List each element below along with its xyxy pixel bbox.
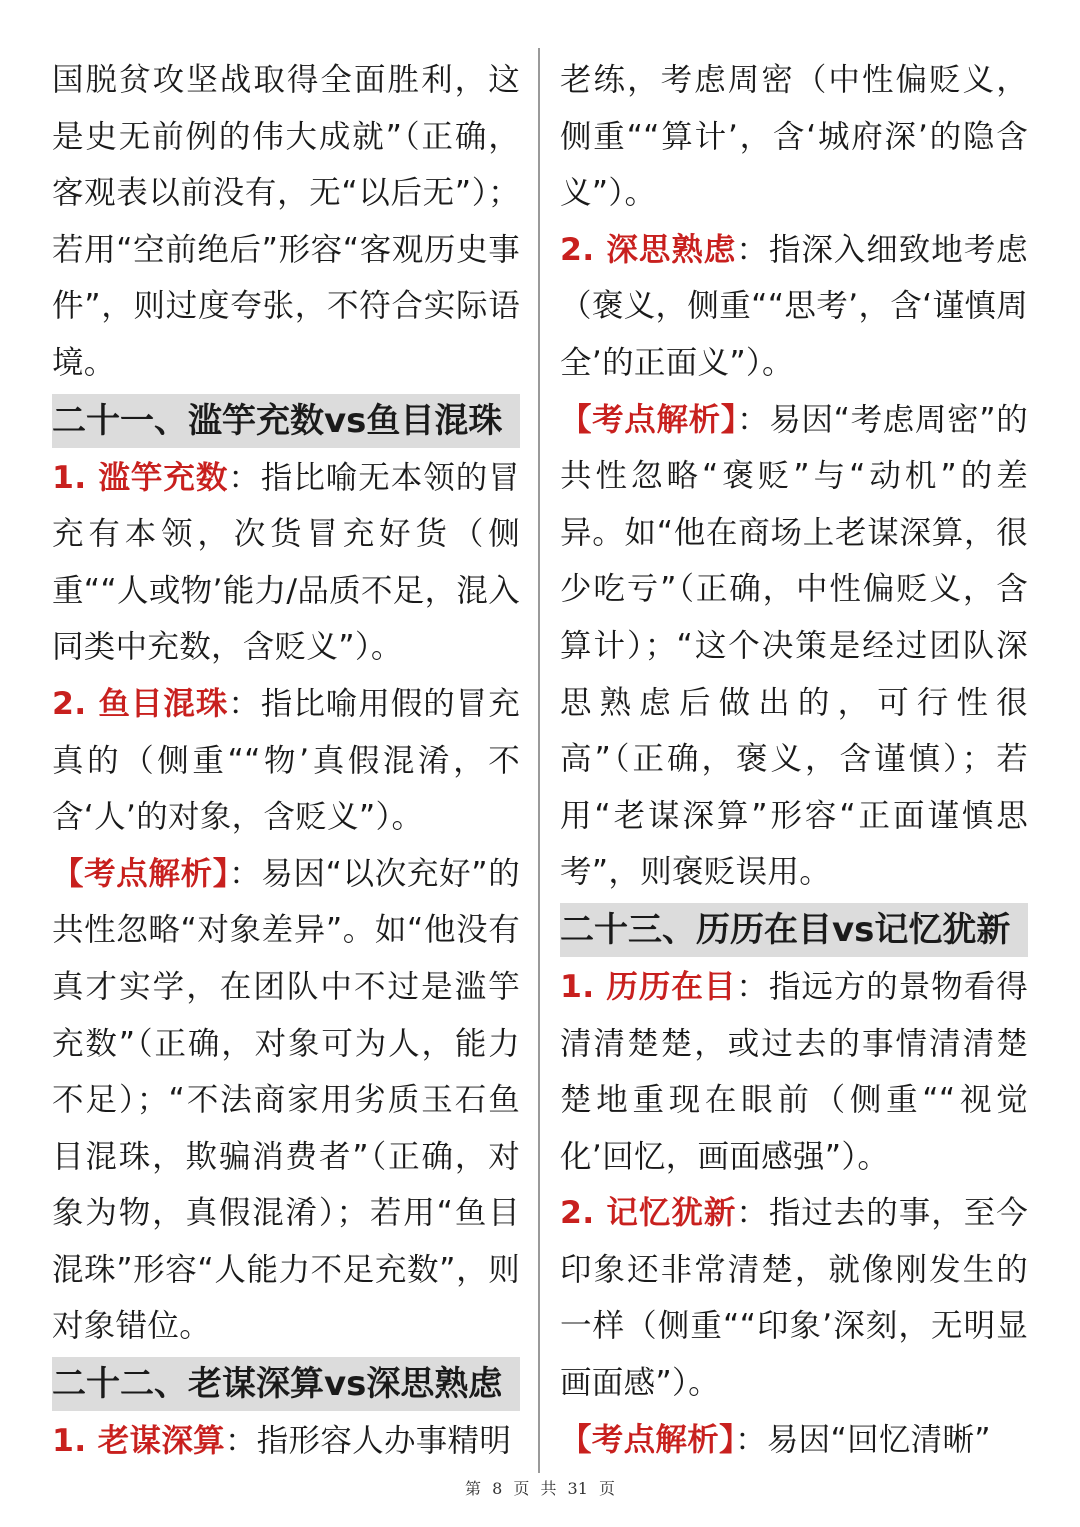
intro-paragraph: 国脱贫攻坚战取得全面胜利，这是史无前例的伟大成就”（正确，客观表以前没有，无“以后无”）；若用“空前绝后”形容“客观历史事件”，则过度夸张，不符合实际语境。 xyxy=(52,62,520,381)
analysis-label: 【考点解析】 xyxy=(560,401,738,438)
section-23-heading: 二十三、历历在目vs记忆犹新 xyxy=(560,903,1028,957)
section-23-item-2 xyxy=(560,1185,1028,1411)
term-yumuhunzhu: 2. 鱼目混珠 xyxy=(52,685,229,722)
page-number-footer: 第 8 页 共 31 页 xyxy=(465,1479,615,1498)
section-21-analysis xyxy=(52,846,520,1355)
analysis-label: 【考点解析】 xyxy=(560,1421,736,1458)
analysis-text: ：易因“考虑周密”的共性忽略“褒贬”与“动机”的差异。如“他在商场上老谋深算，很少吃亏”（正确，中性偏贬义，含算计）；“这个决策是经过团队深思熟虑后做出的，可行性很高”（正确，褒义，含谨慎）；若用“老谋深算”形容“正面谨慎思考”，则褒贬误用。 xyxy=(560,401,1028,891)
section-22-analysis xyxy=(560,392,1028,901)
section-22-heading: 二十二、老谋深算vs深思熟虑 xyxy=(52,1357,520,1411)
term-shensishulv: 2. 深思熟虑 xyxy=(560,231,737,268)
definition-text: ：指过去的事，至今印象还非常清楚，就像刚发生的一样（侧重““印象’深刻，无明显画面感”）。 xyxy=(560,1195,1029,1402)
section-22-item-2 xyxy=(560,222,1028,392)
left-column xyxy=(52,52,520,1470)
continued-paragraph: 老练，考虑周密（中性偏贬义，侧重““算计’，含‘城府深’的隐含义”）。 xyxy=(560,62,1028,212)
analysis-label: 【考点解析】 xyxy=(52,855,230,892)
section-21-item-1 xyxy=(52,450,520,676)
term-laomoushensuan: 1. 老谋深算 xyxy=(52,1423,225,1460)
section-21-item-2 xyxy=(52,676,520,846)
section-22-item-1 xyxy=(52,1413,520,1470)
definition-text: ：指比喻无本领的冒充有本领，次货冒充好货（侧重““人或物’能力/品质不足，混入同类中充数，含贬义”）。 xyxy=(52,459,521,666)
section-23-item-1 xyxy=(560,959,1028,1185)
right-column xyxy=(560,52,1028,1468)
definition-text: ：指远方的景物看得清清楚楚，或过去的事情清清楚楚地重现在眼前（侧重““视觉化’回忆，画面感强”）。 xyxy=(560,968,1029,1175)
section-23-analysis xyxy=(560,1412,1028,1469)
term-lanyuchongshu: 1. 滥竽充数 xyxy=(52,459,229,496)
section-21-heading: 二十一、滥竽充数vs鱼目混珠 xyxy=(52,394,520,448)
column-divider xyxy=(538,48,540,1473)
definition-text: ：指比喻用假的冒充真的（侧重““物’真假混淆，不含‘人’的对象，含贬义”）。 xyxy=(52,685,521,836)
definition-text: ：指形容人办事精明 xyxy=(224,1423,512,1460)
definition-text: ：指深入细致地考虑（褒义，侧重““思考’，含‘谨慎周全’的正面义”）。 xyxy=(560,231,1029,381)
term-lilizaimu: 1. 历历在目 xyxy=(560,968,737,1005)
analysis-text: ：易因“以次充好”的共性忽略“对象差异”。如“他没有真才实学，在团队中不过是滥竽充数”（正确，对象可为人，能力不足）；“不法商家用劣质玉石鱼目混珠，欺骗消费者”（正确，对象为物，真假混淆）；若用“鱼目混珠”形容“人能力不足充数”，则对象错位。 xyxy=(52,855,520,1345)
analysis-text: ：易因“回忆清晰” xyxy=(735,1421,991,1458)
term-jiyiyouxin: 2. 记忆犹新 xyxy=(560,1195,737,1232)
